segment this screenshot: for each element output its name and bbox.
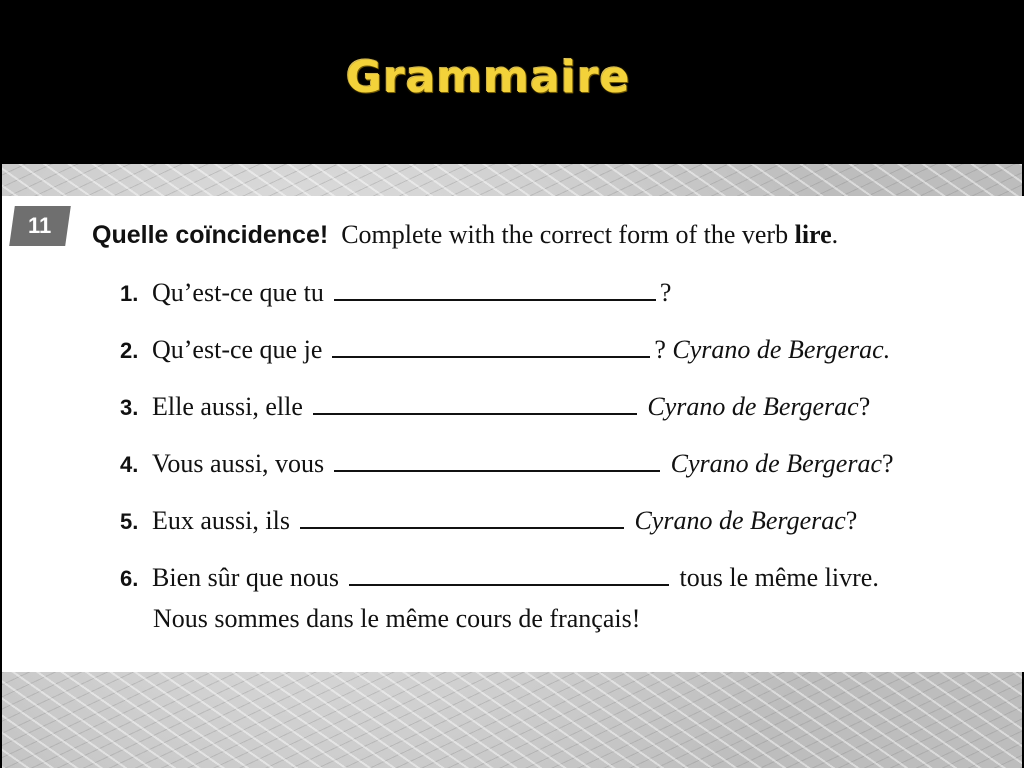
item-book-title: Cyrano de Bergerac — [670, 449, 882, 478]
item-prompt: Bien sûr que nous — [152, 563, 340, 592]
answer-blank-4[interactable] — [334, 450, 660, 472]
item-book-title: Cyrano de Bergerac. — [672, 335, 891, 364]
item-number: 1. — [120, 281, 139, 306]
answer-blank-6[interactable] — [349, 564, 669, 586]
item-suffix: tous le même livre. — [679, 563, 879, 592]
item-number: 4. — [120, 452, 139, 477]
heading-instruction: Complete with the correct form of the verb — [341, 220, 789, 249]
item-6-continuation: Nous sommes dans le même cours de français! — [153, 604, 641, 633]
answer-blank-5[interactable] — [300, 507, 624, 529]
heading-period: . — [831, 220, 839, 249]
exercise-panel — [2, 196, 1024, 672]
heading-verb: lire — [794, 220, 832, 249]
exercise-item-1 — [120, 278, 671, 308]
item-number: 2. — [120, 338, 139, 363]
item-suffix: ? — [858, 392, 871, 421]
item-suffix: ? — [845, 506, 858, 535]
answer-blank-3[interactable] — [313, 393, 637, 415]
item-prompt: Qu’est-ce que je — [152, 335, 323, 364]
exercise-item-2 — [120, 335, 890, 365]
slide-title: Grammaire — [346, 52, 631, 103]
exercise-item-6 — [120, 563, 879, 593]
exercise-item-4 — [120, 449, 894, 479]
item-number: 3. — [120, 395, 139, 420]
answer-blank-1[interactable] — [334, 279, 656, 301]
heading-title: Quelle coïncidence! — [92, 221, 329, 249]
item-number: 6. — [120, 566, 139, 591]
item-prompt: Eux aussi, ils — [152, 506, 290, 535]
exercise-item-5 — [120, 506, 857, 536]
item-suffix: ? — [882, 449, 894, 478]
item-prompt: Qu’est-ce que tu — [152, 278, 324, 307]
item-prompt: Vous aussi, vous — [152, 449, 325, 478]
item-suffix: ? — [659, 278, 672, 307]
item-number: 5. — [120, 509, 139, 534]
item-prompt: Elle aussi, elle — [152, 392, 303, 421]
item-suffix: ? — [654, 335, 666, 364]
item-book-title: Cyrano de Bergerac — [647, 392, 859, 421]
exercise-number-badge — [9, 206, 71, 246]
exercise-heading — [92, 220, 838, 250]
answer-blank-2[interactable] — [332, 336, 650, 358]
exercise-number: 11 — [28, 213, 52, 238]
item-book-title: Cyrano de Bergerac — [634, 506, 846, 535]
exercise-item-3 — [120, 392, 870, 422]
